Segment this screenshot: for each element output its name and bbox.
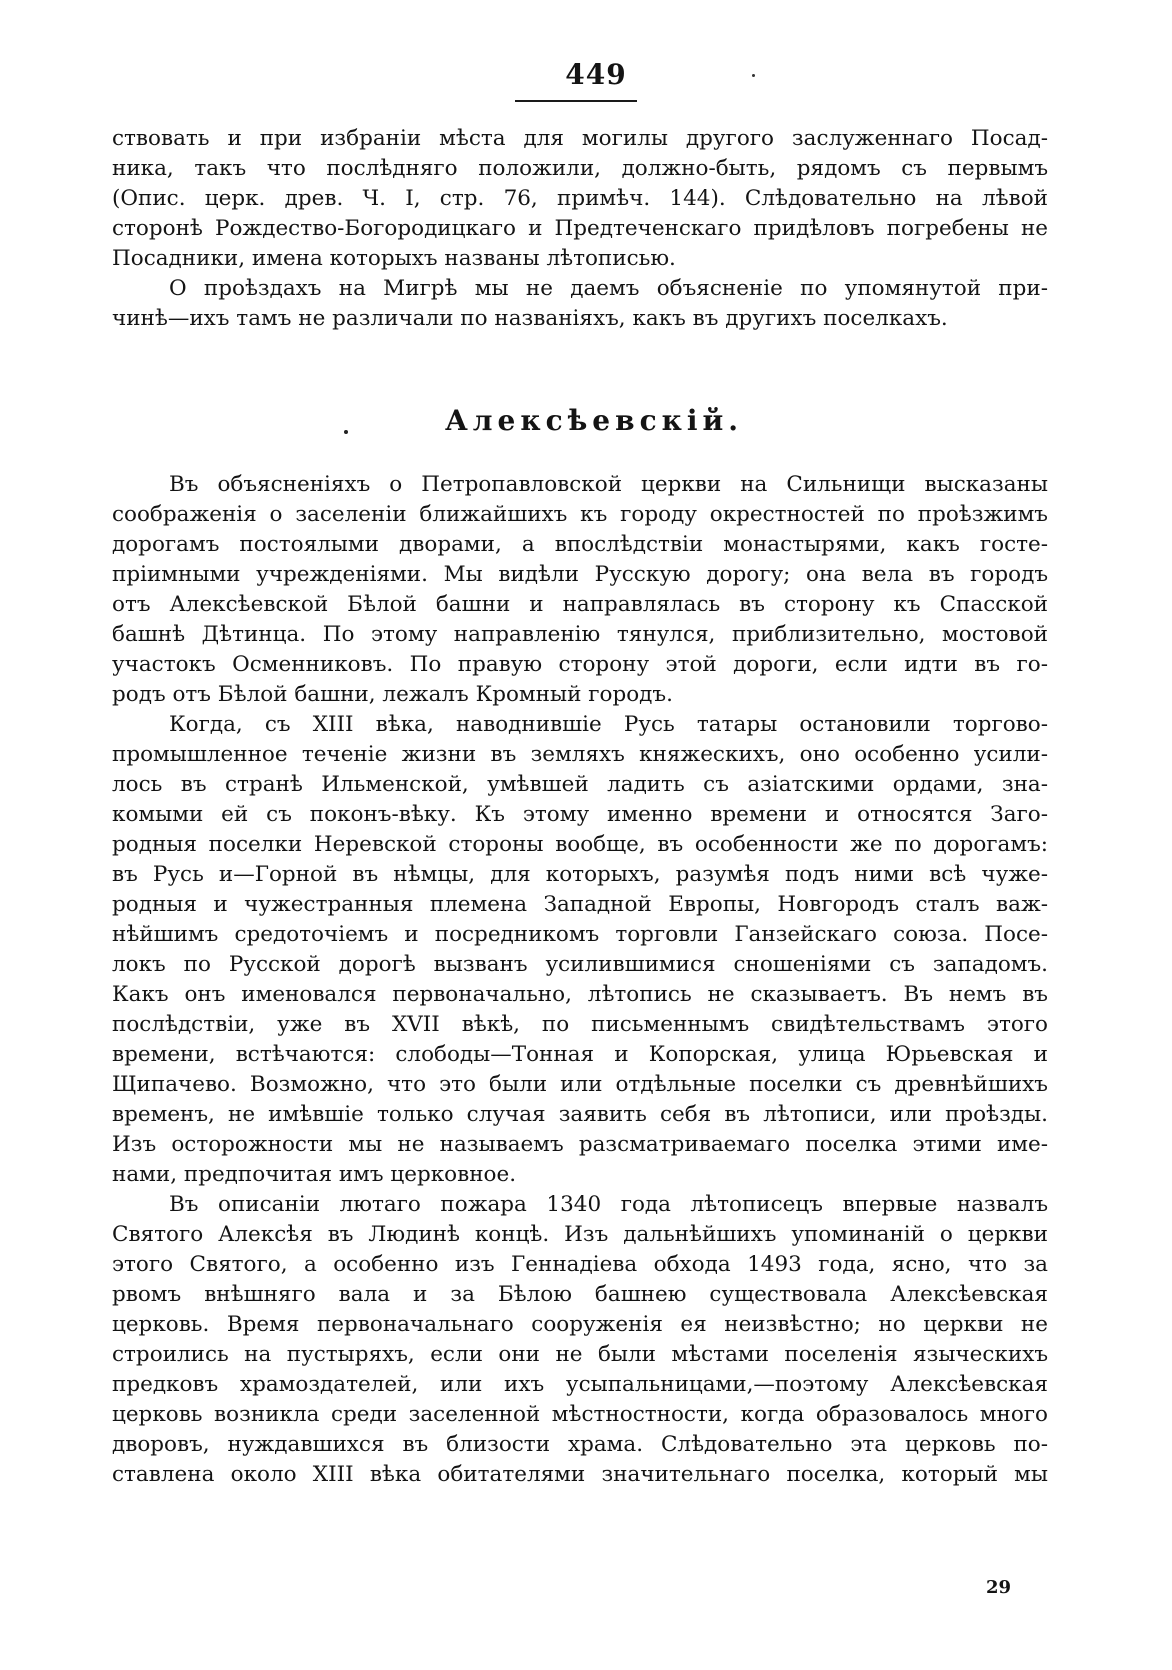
text-line: родныя и чужестранныя племена Западной Европы, Новгородъ сталъ важ- [112,892,1048,917]
section-heading: Алексѣевскій. [444,404,743,437]
text-line: временъ, не имѣвшіе только случая заявить себя въ лѣтописи, или проѣзды. [112,1102,1048,1127]
text-line: соображенія о заселеніи ближайшихъ къ городу окрестностей по проѣзжимъ [112,502,1048,527]
text-line: Щипачево. Возможно, что это были или отдѣльные поселки съ древнѣйшихъ [112,1072,1048,1097]
text-line: промышленное теченіе жизни въ земляхъ княжескихъ, оно особенно усили- [112,742,1048,767]
signature-mark: 29 [986,1577,1012,1598]
text-line: родъ отъ Бѣлой башни, лежалъ Кромный городъ. [112,682,673,707]
page-number-rule [515,100,637,102]
text-line: дворовъ, нуждавшихся въ близости храма. Слѣдовательно эта церковь по- [112,1432,1048,1457]
text-line: рвомъ внѣшняго вала и за Бѣлою башнею существовала Алексѣевская [112,1282,1048,1307]
text-line: лось въ странѣ Ильменской, умѣвшей ладить съ азіатскими ордами, зна- [112,772,1048,797]
section-body [112,470,1048,1490]
text-line: О проѣздахъ на Мигрѣ мы не даемъ объясненіе по упомянутой при- [169,276,1048,301]
text-line: ставлена около XIII вѣка обитателями значительнаго поселка, который мы [112,1462,1048,1487]
text-line: отъ Алексѣевской Бѣлой башни и направлялась въ сторону къ Спасской [112,592,1048,617]
page-number: 449 [565,58,627,91]
print-speck [752,74,755,77]
text-line: въ Русь и—Горной въ нѣмцы, для которыхъ, разумѣя подъ ними всѣ чуже- [112,862,1048,887]
text-line: строились на пустыряхъ, если они не были мѣстами поселенія языческихъ [112,1342,1048,1367]
text-line: сторонѣ Рождество-Богородицкаго и Предтеченскаго придѣловъ погребены не [112,216,1048,241]
text-line: (Опис. церк. древ. Ч. I, стр. 76, примѣч. 144). Слѣдовательно на лѣвой [112,186,1048,211]
text-line: родныя поселки Неревской стороны вообще, въ особенности же по дорогамъ: [112,832,1048,857]
text-line: времени, встѣчаются: слободы—Тонная и Копорская, улица Юрьевская и [112,1042,1048,1067]
text-line: Посадники, имена которыхъ названы лѣтописью. [112,246,676,271]
text-line: Когда, съ XIII вѣка, наводнившіе Русь татары остановили торгово- [169,712,1048,737]
text-line: послѣдствіи, уже въ XVII вѣкѣ, по письменнымъ свидѣтельствамъ этого [112,1012,1048,1037]
text-line: Святого Алексѣя въ Людинѣ концѣ. Изъ дальнѣйшихъ упоминаній о церкви [112,1222,1048,1247]
text-line: Изъ осторожности мы не называемъ разсматриваемаго поселка этими име- [112,1132,1048,1157]
text-line: церковь. Время первоначальнаго сооруженія ея неизвѣстно; но церкви не [112,1312,1048,1337]
text-line: Въ описаніи лютаго пожара 1340 года лѣтописецъ впервые назвалъ [169,1192,1048,1217]
text-line: нѣйшимъ средоточіемъ и посредникомъ торговли Ганзейскаго союза. Посе- [112,922,1048,947]
text-line: нами, предпочитая имъ церковное. [112,1162,517,1187]
text-line: дорогамъ постоялыми дворами, а впослѣдствіи монастырями, какъ госте- [112,532,1048,557]
text-line: участокъ Осменниковъ. По правую сторону этой дороги, если идти въ го- [112,652,1048,677]
text-line: комыми ей съ поконъ-вѣку. Къ этому именно времени и относятся Заго- [112,802,1048,827]
text-line: пріимными учрежденіями. Мы видѣли Русскую дорогу; она вела въ городъ [112,562,1048,587]
text-line: локъ по Русской дорогѣ вызванъ усилившимися сношеніями съ западомъ. [112,952,1048,977]
text-line: ствовать и при избраніи мѣста для могилы другого заслуженнаго Посад- [112,126,1048,151]
intro-text [112,124,1048,334]
text-line: Въ объясненіяхъ о Петропавловской церкви на Сильнищи высказаны [169,472,1048,497]
text-line: Какъ онъ именовался первоначально, лѣтопись не сказываетъ. Въ немъ въ [112,982,1048,1007]
text-line: церковь возникла среди заселенной мѣстностности, когда образовалось много [112,1402,1048,1427]
text-line: этого Святого, а особенно изъ Геннадіева обхода 1493 года, ясно, что за [112,1252,1048,1277]
text-line: ника, такъ что послѣдняго положили, должно-быть, рядомъ съ первымъ [112,156,1048,181]
text-line: башнѣ Дѣтинца. По этому направленію тянулся, приблизительно, мостовой [112,622,1048,647]
text-line: чинѣ—ихъ тамъ не различали по названіяхъ, какъ въ другихъ поселкахъ. [112,306,948,331]
text-line: предковъ храмоздателей, или ихъ усыпальницами,—поэтому Алексѣевская [112,1372,1048,1397]
